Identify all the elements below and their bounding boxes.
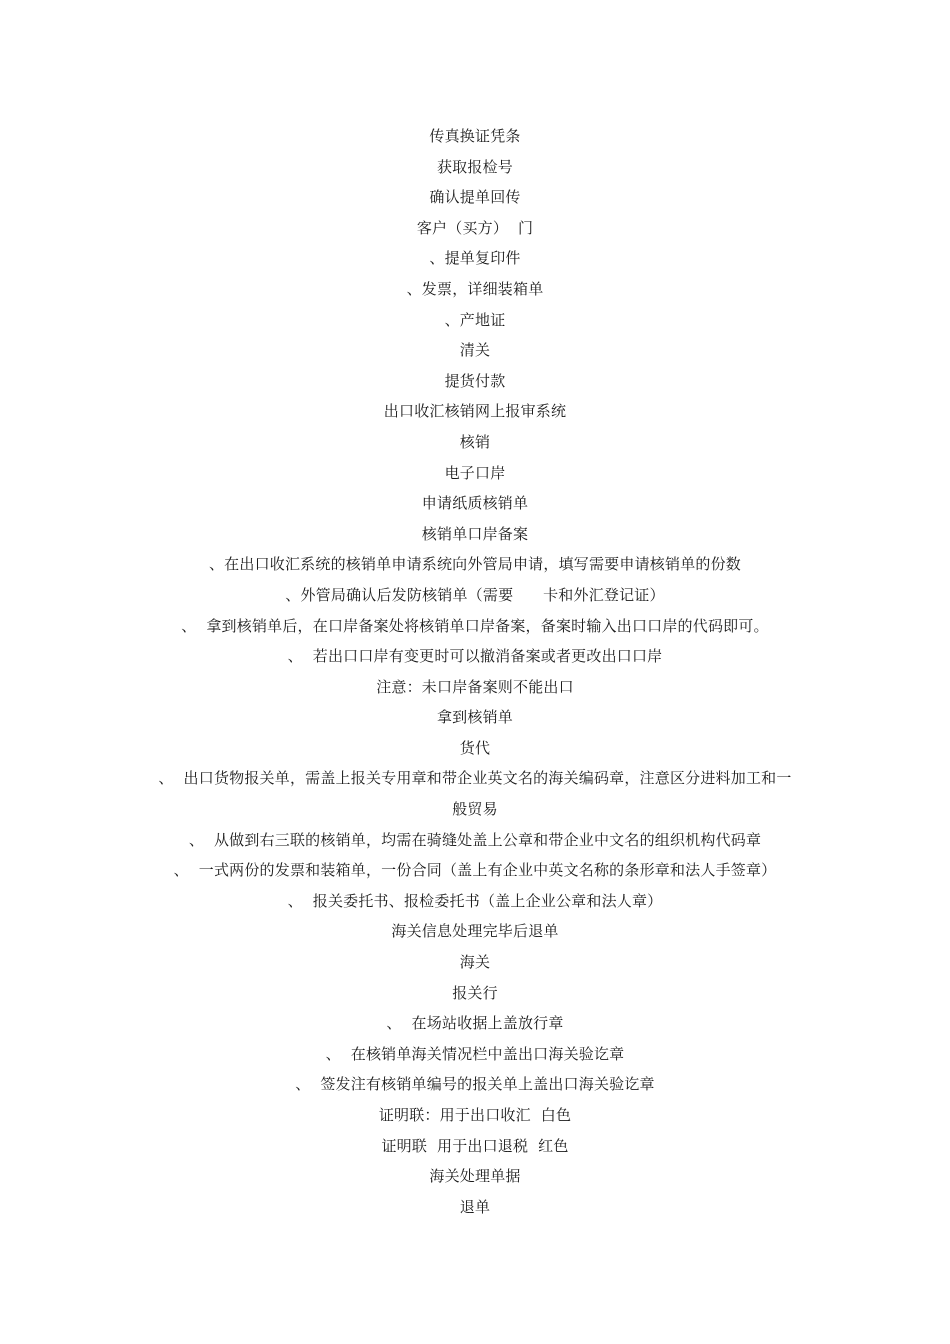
- text-line-35: 海关处理单据: [429, 1167, 521, 1186]
- text-line-3: 确认提单回传: [429, 188, 521, 207]
- text-line-32: 、 签发注有核销单编号的报关单上盖出口海关验讫章: [295, 1075, 655, 1094]
- text-line-18: 、 若出口口岸有变更时可以撤消备案或者更改出口口岸: [287, 647, 663, 666]
- text-line-6: 、发票，详细装箱单: [406, 279, 544, 298]
- text-line-22: 、 出口货物报关单，需盖上报关专用章和带企业英文名的海关编码章，注意区分进料加工和一: [158, 769, 792, 788]
- text-line-30: 、 在场站收据上盖放行章: [386, 1014, 564, 1033]
- text-line-17: 、 拿到核销单后，在口岸备案处将核销单口岸备案，备案时输入出口口岸的代码即可。: [181, 616, 769, 635]
- text-line-14: 核销单口岸备案: [421, 524, 529, 543]
- text-line-13: 申请纸质核销单: [421, 494, 529, 513]
- text-line-11: 核销: [459, 432, 491, 451]
- document-page: [0, 121, 950, 1222]
- text-line-20: 拿到核销单: [436, 708, 513, 727]
- text-line-21: 货代: [459, 738, 491, 757]
- text-line-23: 般贸易: [452, 800, 498, 819]
- text-line-29: 报关行: [452, 983, 498, 1002]
- text-line-31: 、 在核销单海关情况栏中盖出口海关验讫章: [325, 1044, 625, 1063]
- text-line-36: 退单: [459, 1197, 491, 1216]
- text-line-1: 传真换证凭条: [429, 127, 521, 145]
- text-line-25: 、 一式两份的发票和装箱单，一份合同（盖上有企业中英文名称的条形章和法人手签章）: [173, 861, 777, 880]
- text-line-5: 、提单复印件: [429, 249, 521, 268]
- text-line-7: 、产地证: [444, 310, 506, 329]
- text-line-24: 、 从做到右三联的核销单，均需在骑缝处盖上公章和带企业中文名的组织机构代码章: [188, 830, 762, 849]
- text-line-4: 客户（买方） 门: [416, 218, 534, 237]
- text-line-19: 注意：未口岸备案则不能出口: [376, 677, 574, 696]
- text-line-26: 、 报关委托书、报检委托书（盖上企业公章和法人章）: [287, 891, 663, 910]
- text-line-8: 清关: [459, 341, 491, 360]
- text-line-12: 电子口岸: [444, 463, 506, 482]
- text-line-34: 证明联 用于出口退税 红色: [381, 1136, 569, 1155]
- text-line-28: 海关: [459, 953, 491, 972]
- text-line-27: 海关信息处理完毕后退单: [391, 922, 559, 941]
- text-line-16: 、外管局确认后发防核销单（需要 卡和外汇登记证）: [285, 585, 665, 604]
- text-line-33: 证明联：用于出口收汇 白色: [378, 1106, 572, 1124]
- text-line-10: 出口收汇核销网上报审系统: [383, 402, 567, 421]
- text-line-9: 提货付款: [444, 371, 506, 390]
- text-line-2: 获取报检号: [436, 157, 513, 176]
- text-line-15: 、在出口收汇系统的核销单申请系统向外管局申请，填写需要申请核销单的份数: [208, 555, 741, 574]
